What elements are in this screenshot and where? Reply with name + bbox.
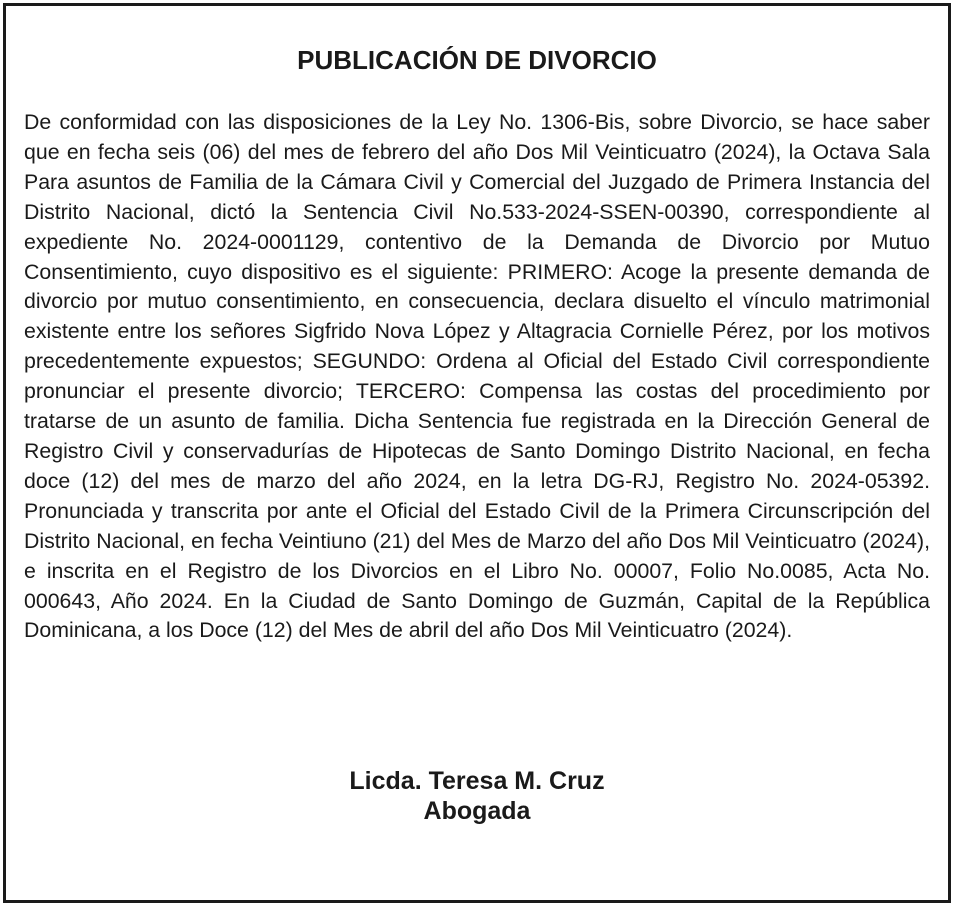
notice-body: De conformidad con las disposiciones de la Ley No. 1306-Bis, sobre Divorcio, se hace saber que en fecha seis (06) del mes de febrero del año Dos Mil Veinticuatro (2024), la Octava Sala Para asuntos de Familia de la Cámara Civil y Comercial del Juzgado de Primera Instancia del Distrito Nacional, dictó la Sentencia Civil No.533-2024-SSEN-00390, correspondiente al expediente No. 2024-0001129, contentivo de la Demanda de Divorcio por Mutuo Consentimiento, cuyo dispositivo es el siguiente: PRIMERO: Acoge la presente demanda de divorcio por mutuo consentimiento, en consecuencia, declara disuelto el vínculo matrimonial existente entre los señores Sigfrido Nova López y Altagracia Cornielle Pérez, por los motivos precedentemente expuestos; SEGUNDO: Ordena al Oficial del Estado Civil correspondiente pronunciar el presente divorcio; TERCERO: Compensa las costas del procedimiento por tratarse de un asunto de familia. Dicha Sentencia fue registrada en la Dirección General de Registro Civil y conservadurías de Hipotecas de Santo Domingo Distrito Nacional, en fecha doce (12) del mes de marzo del año 2024, en la letra DG-RJ, Registro No. 2024-05392. Pronunciada y transcrita por ante el Oficial del Estado Civil de la Primera Circunscripción del Distrito Nacional, en fecha Veintiuno (21) del Mes de Marzo del año Dos Mil Veinticuatro (2024), e inscrita en el Registro de los Divorcios en el Libro No. 00007, Folio No.0085, Acta No. 000643, Año 2024. En la Ciudad de Santo Domingo de Guzmán, Capital de la República Dominicana, a los Doce (12) del Mes de abril del año Dos Mil Veinticuatro (2024). [24,110,930,643]
signature-role: Abogada [423,797,531,825]
divorce-notice [3,3,951,903]
signature-block [6,766,948,826]
signature-name: Licda. Teresa M. Cruz [349,767,605,795]
notice-title: PUBLICACIÓN DE DIVORCIO [297,45,657,75]
